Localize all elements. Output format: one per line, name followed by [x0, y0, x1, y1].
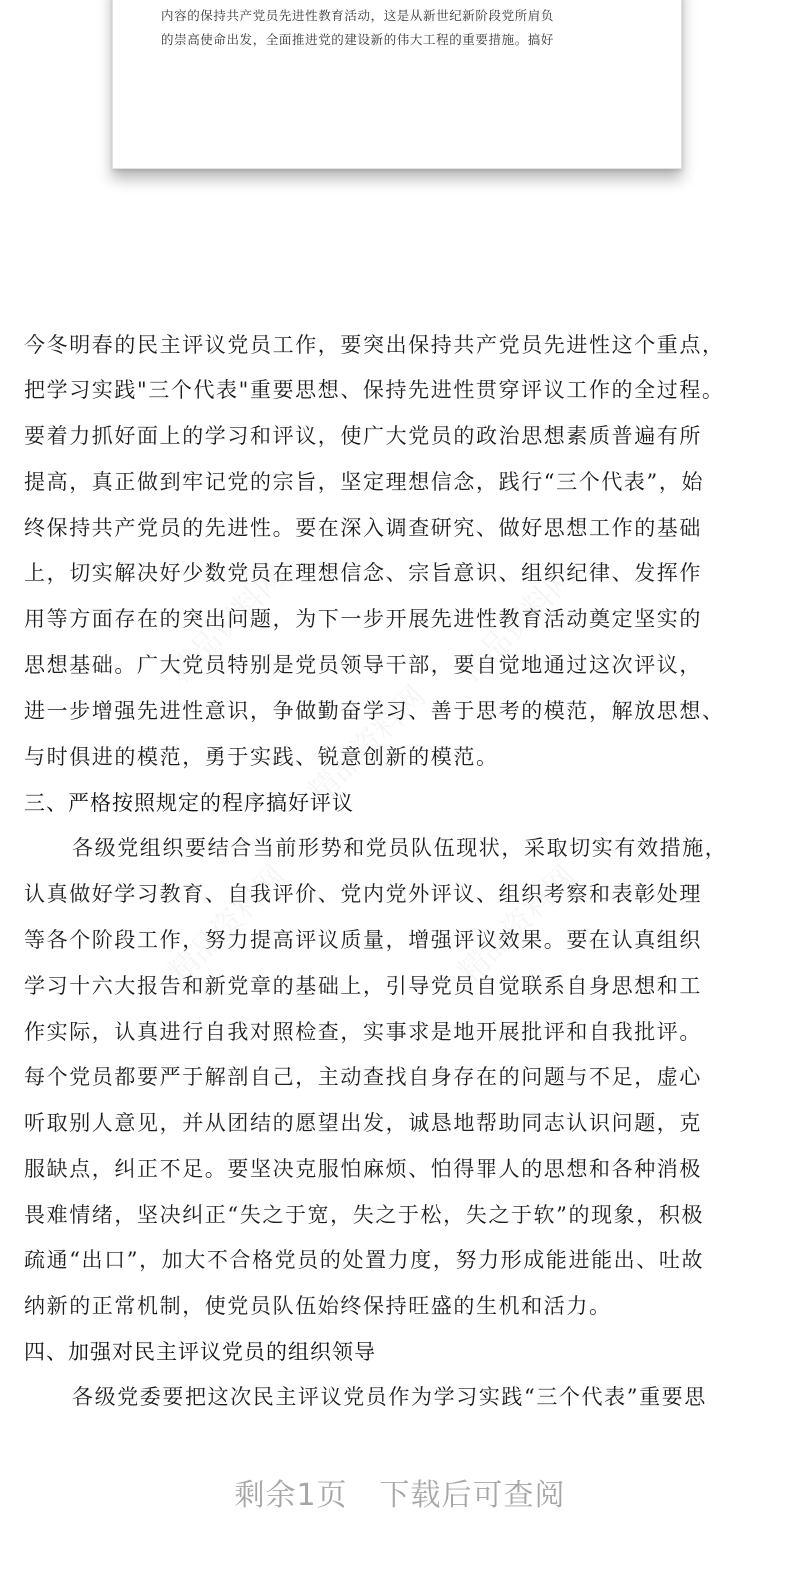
paragraph-line: 与时俱进的模范，勇于实践、锐意创新的模范。	[24, 745, 499, 769]
preview-card	[112, 0, 682, 169]
paragraph-line: 把学习实践"三个代表"重要思想、保持先进性贯穿评议工作的全过程。	[24, 378, 725, 402]
preview-line: 的崇高使命出发，全面推进党的建设新的伟大工程的重要措施。搞好	[161, 32, 555, 47]
watermark: 精品资料网	[162, 559, 293, 690]
watermark: 精品资料网	[452, 859, 583, 990]
paragraph-line: 用等方面存在的突出问题，为下一步开展先进性教育活动奠定坚实的	[24, 607, 702, 631]
preview-line: 内容的保持共产党员先进性教育活动，这是从新世纪新阶段党所肩负	[161, 8, 555, 23]
paragraph-line: 疏通“出口”，加大不合格党员的处置力度，努力形成能进能出、吐故	[24, 1248, 705, 1272]
paragraph-line: 服缺点，纠正不足。要坚决克服怕麻烦、怕得罪人的思想和各种消极	[24, 1157, 702, 1181]
paragraph-line: 纳新的正常机制，使党员队伍始终保持旺盛的生机和活力。	[24, 1294, 612, 1318]
paragraph-line: 等各个阶段工作，努力提高评议质量，增强评议效果。要在认真组织	[24, 928, 702, 952]
paragraph-line: 听取别人意见，并从团结的愿望出发，诚恳地帮助同志认识问题，克	[24, 1111, 702, 1135]
paragraph-line: 学习十六大报告和新党章的基础上，引导党员自觉联系自身思想和工	[24, 974, 702, 998]
watermark: 精品资料网	[302, 679, 433, 810]
paragraph-line: 作实际，认真进行自我对照检查，实事求是地开展批评和自我批评。	[24, 1020, 702, 1044]
paragraph-line: 要着力抓好面上的学习和评议，使广大党员的政治思想素质普遍有所	[24, 424, 702, 448]
paragraph-line: 进一步增强先进性意识，争做勤奋学习、善于思考的模范，解放思想、	[24, 699, 725, 723]
paragraph-line: 畏难情绪，坚决纠正“失之于宽，失之于松，失之于软”的现象，积极	[24, 1203, 705, 1227]
paragraph-line: 各级党组织要结合当前形势和党员队伍现状，采取切实有效措施，	[72, 836, 728, 860]
paragraph-line: 思想基础。广大党员特别是党员领导干部，要自觉地通过这次评议，	[24, 653, 702, 677]
paragraph-line: 提高，真正做到牢记党的宗旨，坚定理想信念，践行“三个代表”，始	[24, 470, 705, 494]
paragraph-line: 终保持共产党员的先进性。要在深入调查研究、做好思想工作的基础	[24, 516, 702, 540]
paragraph-line: 每个党员都要严于解剖自己，主动查找自身存在的问题与不足，虚心	[24, 1065, 702, 1089]
section-heading: 四、加强对民主评议党员的组织领导	[24, 1340, 376, 1364]
paragraph-line: 各级党委要把这次民主评议党员作为学习实践“三个代表”重要思	[72, 1385, 707, 1409]
watermark: 精品资料网	[452, 559, 583, 690]
paragraph-line: 上，切实解决好少数党员在理想信念、宗旨意识、组织纪律、发挥作	[24, 561, 702, 585]
watermark: 精品资料网	[162, 859, 293, 990]
download-to-view-label[interactable]: 下载后可查阅	[379, 1478, 566, 1513]
remaining-pages-label: 剩余1页	[234, 1478, 348, 1513]
section-heading: 三、严格按照规定的程序搞好评议	[24, 791, 354, 815]
download-prompt[interactable]	[0, 1470, 800, 1514]
paragraph-line: 认真做好学习教育、自我评价、党内党外评议、组织考察和表彰处理	[24, 882, 702, 906]
paragraph-line: 今冬明春的民主评议党员工作，要突出保持共产党员先进性这个重点，	[24, 333, 725, 357]
